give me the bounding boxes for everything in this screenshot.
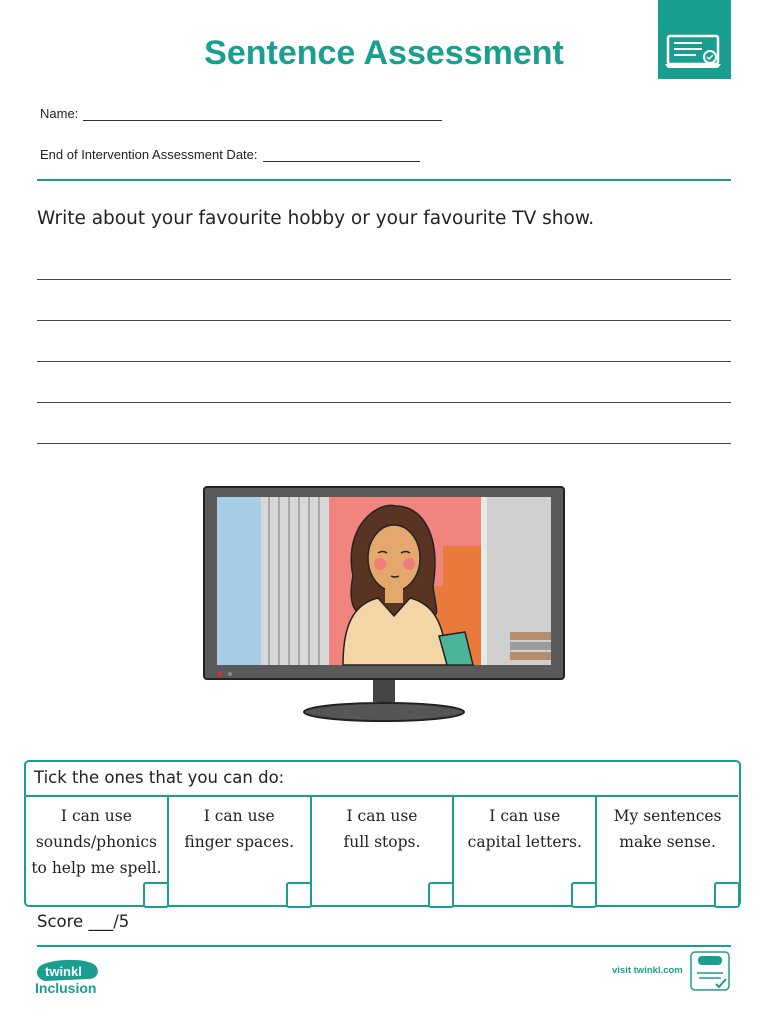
laptop-check-icon	[658, 0, 731, 79]
checklist-item-finger-spaces	[169, 797, 312, 906]
checklist-row	[26, 795, 738, 906]
checkbox[interactable]	[143, 882, 169, 908]
checklist-item-make-sense	[597, 797, 738, 906]
tv-newsreader-icon	[203, 486, 565, 724]
score-field[interactable]: Score ___/5	[37, 912, 130, 931]
website-link[interactable]: visit twinkl.com	[612, 965, 683, 976]
writing-line[interactable]	[37, 443, 731, 444]
quality-standard-badge	[690, 951, 730, 991]
checklist-label: I can use finger spaces.	[184, 807, 294, 851]
svg-text:twinkl: twinkl	[45, 964, 82, 979]
page-title: Sentence Assessment	[204, 34, 564, 72]
twinkl-inclusion-logo	[35, 957, 107, 997]
checklist-item-full-stops	[312, 797, 455, 906]
writing-prompt: Write about your favourite hobby or your favourite TV show.	[37, 208, 595, 229]
skills-checklist	[24, 760, 741, 907]
writing-line[interactable]	[37, 402, 731, 403]
checkbox[interactable]	[428, 882, 454, 908]
name-label: Name:	[40, 106, 79, 121]
checklist-item-capital-letters	[454, 797, 597, 906]
name-field[interactable]	[40, 106, 442, 121]
checklist-label: I can use capital letters.	[467, 807, 582, 851]
header-divider	[37, 179, 731, 181]
checklist-heading: Tick the ones that you can do:	[34, 768, 285, 787]
checklist-label: I can use full stops.	[343, 807, 421, 851]
date-field[interactable]	[40, 147, 420, 162]
corner-tab	[658, 0, 731, 79]
svg-text:Inclusion: Inclusion	[35, 980, 97, 996]
checkbox[interactable]	[714, 882, 740, 908]
writing-line[interactable]	[37, 279, 731, 280]
checklist-item-phonics	[26, 797, 169, 906]
date-label: End of Intervention Assessment Date:	[40, 147, 258, 162]
footer-divider	[37, 945, 731, 947]
date-input-line[interactable]	[263, 149, 420, 162]
name-input-line[interactable]	[83, 108, 442, 121]
checkbox[interactable]	[286, 882, 312, 908]
checklist-label: My sentences make sense.	[613, 807, 722, 851]
writing-line[interactable]	[37, 320, 731, 321]
checklist-label: I can use sounds/phonics to help me spell.	[31, 807, 162, 877]
checkbox[interactable]	[571, 882, 597, 908]
writing-line[interactable]	[37, 361, 731, 362]
